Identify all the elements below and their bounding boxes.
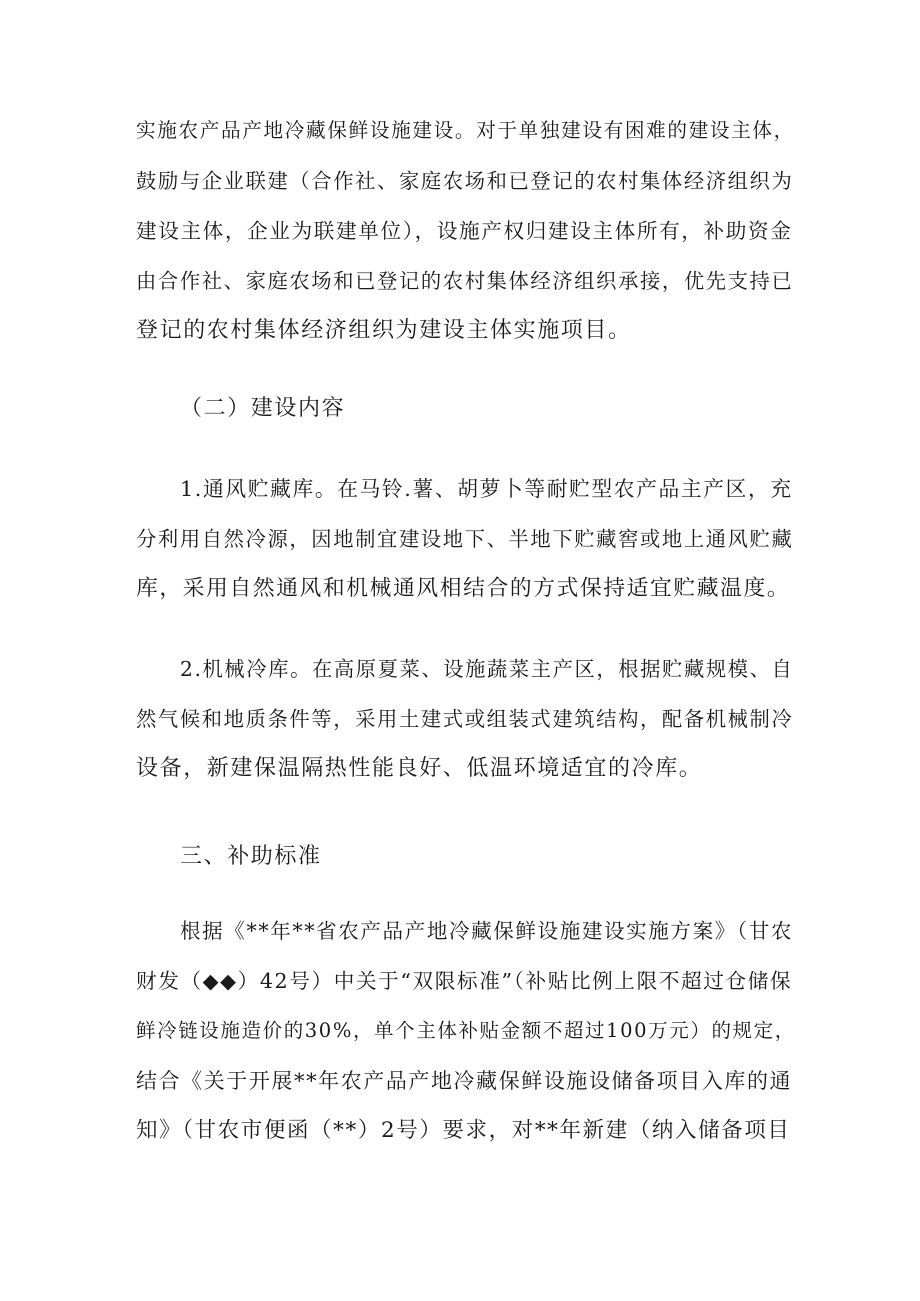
paragraph-line: 结合《关于开展**年农产品产地冷藏保鲜设施设储备项目入库的通	[136, 1069, 793, 1093]
paragraph-line: 登记的农村集体经济组织为建设主体实施项目。	[136, 318, 632, 343]
section-heading: （二）建设内容	[180, 396, 346, 421]
paragraph-line: 库，采用自然通风和机械通风相结合的方式保持适宜贮藏温度。	[136, 576, 791, 601]
paragraph-line: 鲜冷链设施造价的30%，单个主体补贴金额不超过100万元）的规定，	[136, 1019, 796, 1042]
paragraph-line: 分利用自然冷源，因地制宜建设地下、半地下贮藏窖或地上通风贮藏	[136, 527, 794, 551]
section-heading: 三、补助标准	[180, 844, 322, 869]
paragraph-line: 然气候和地质条件等，采用土建式或组装式建筑结构，配备机械制冷	[136, 707, 794, 731]
paragraph-line: 根据《**年**省农产品产地冷藏保鲜设施建设实施方案》（甘农	[180, 919, 794, 943]
paragraph-line: 2.机械冷库。在高原夏菜、设施蔬菜主产区，根据贮藏规模、自	[180, 657, 794, 681]
paragraph-line: 设备，新建保温隔热性能良好、低温环境适宜的冷库。	[136, 756, 703, 781]
paragraph-line: 建设主体，企业为联建单位），设施产权归建设主体所有，补助资金	[136, 219, 793, 243]
paragraph-line: 财发（◆◆）42号）中关于“双限标准”（补贴比例上限不超过仓储保	[136, 969, 793, 993]
paragraph-line: 知》（甘农市便函（**）2号）要求，对**年新建（纳入储备项目	[136, 1118, 791, 1143]
paragraph-line: 1.通风贮藏库。在马铃.薯、胡萝卜等耐贮型农产品主产区，充	[180, 477, 793, 501]
paragraph-line: 实施农产品产地冷藏保鲜设施建设。对于单独建设有困难的建设主体，	[136, 119, 795, 142]
paragraph-line: 由合作社、家庭农场和已登记的农村集体经济组织承接，优先支持已	[136, 269, 794, 293]
paragraph-line: 鼓励与企业联建（合作社、家庭农场和已登记的农村集体经济组织为	[136, 169, 794, 193]
